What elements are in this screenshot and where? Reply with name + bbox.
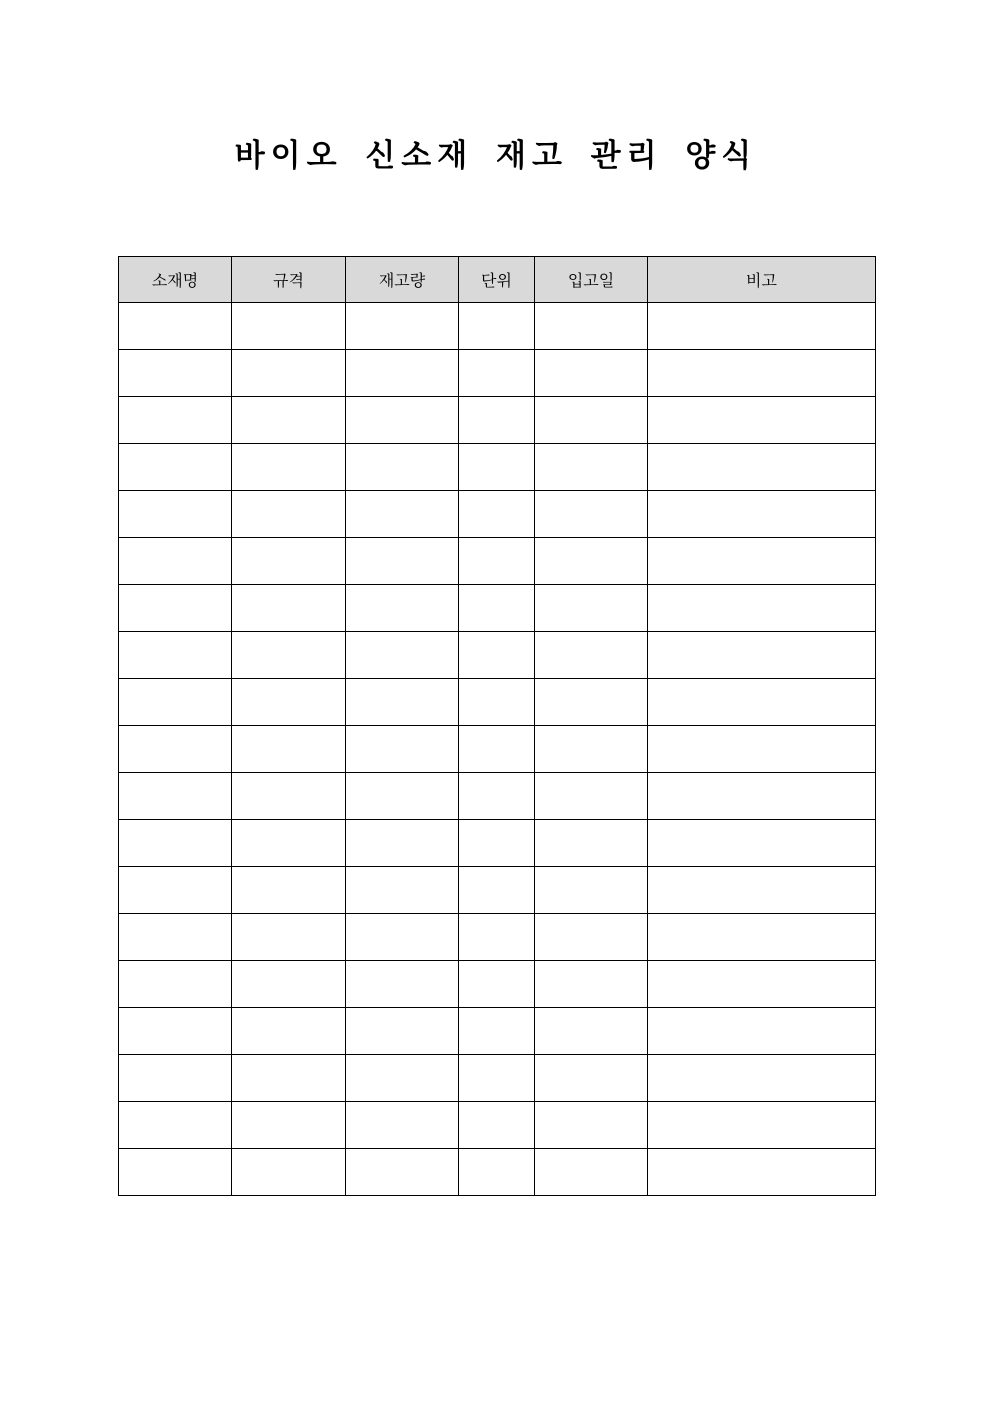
specification-cell[interactable] (232, 961, 346, 1008)
specification-cell[interactable] (232, 1008, 346, 1055)
unit-cell[interactable] (459, 1055, 535, 1102)
material-name-cell[interactable] (119, 1055, 232, 1102)
specification-cell[interactable] (232, 491, 346, 538)
stock-quantity-cell[interactable] (346, 679, 459, 726)
specification-cell[interactable] (232, 350, 346, 397)
table-row (119, 1102, 876, 1149)
specification-cell[interactable] (232, 867, 346, 914)
material-name-cell[interactable] (119, 867, 232, 914)
unit-cell[interactable] (459, 1102, 535, 1149)
column-header-stock-quantity: 재고량 (346, 257, 459, 303)
remarks-cell[interactable] (648, 726, 876, 773)
stock-quantity-cell[interactable] (346, 867, 459, 914)
specification-cell[interactable] (232, 1102, 346, 1149)
receipt-date-cell[interactable] (535, 961, 648, 1008)
unit-cell[interactable] (459, 914, 535, 961)
specification-cell[interactable] (232, 820, 346, 867)
table-row (119, 1055, 876, 1102)
stock-quantity-cell[interactable] (346, 538, 459, 585)
remarks-cell[interactable] (648, 491, 876, 538)
receipt-date-cell[interactable] (535, 585, 648, 632)
receipt-date-cell[interactable] (535, 867, 648, 914)
specification-cell[interactable] (232, 538, 346, 585)
stock-quantity-cell[interactable] (346, 444, 459, 491)
receipt-date-cell[interactable] (535, 914, 648, 961)
remarks-cell[interactable] (648, 679, 876, 726)
remarks-cell[interactable] (648, 867, 876, 914)
table-row (119, 867, 876, 914)
remarks-cell[interactable] (648, 303, 876, 350)
remarks-cell[interactable] (648, 914, 876, 961)
table-row (119, 538, 876, 585)
specification-cell[interactable] (232, 914, 346, 961)
material-name-cell[interactable] (119, 914, 232, 961)
table-row (119, 961, 876, 1008)
specification-cell[interactable] (232, 303, 346, 350)
specification-cell[interactable] (232, 773, 346, 820)
receipt-date-cell[interactable] (535, 1149, 648, 1196)
unit-cell[interactable] (459, 679, 535, 726)
table-row (119, 726, 876, 773)
material-name-cell[interactable] (119, 820, 232, 867)
stock-quantity-cell[interactable] (346, 1149, 459, 1196)
receipt-date-cell[interactable] (535, 679, 648, 726)
receipt-date-cell[interactable] (535, 303, 648, 350)
material-name-cell[interactable] (119, 726, 232, 773)
receipt-date-cell[interactable] (535, 397, 648, 444)
table-row (119, 1149, 876, 1196)
unit-cell[interactable] (459, 585, 535, 632)
table-row (119, 773, 876, 820)
unit-cell[interactable] (459, 350, 535, 397)
remarks-cell[interactable] (648, 444, 876, 491)
remarks-cell[interactable] (648, 1055, 876, 1102)
material-name-cell[interactable] (119, 303, 232, 350)
unit-cell[interactable] (459, 632, 535, 679)
receipt-date-cell[interactable] (535, 444, 648, 491)
remarks-cell[interactable] (648, 538, 876, 585)
receipt-date-cell[interactable] (535, 491, 648, 538)
unit-cell[interactable] (459, 867, 535, 914)
remarks-cell[interactable] (648, 961, 876, 1008)
table-row (119, 585, 876, 632)
table-row (119, 350, 876, 397)
table-row (119, 1008, 876, 1055)
stock-quantity-cell[interactable] (346, 303, 459, 350)
stock-quantity-cell[interactable] (346, 820, 459, 867)
specification-cell[interactable] (232, 397, 346, 444)
unit-cell[interactable] (459, 1008, 535, 1055)
stock-quantity-cell[interactable] (346, 397, 459, 444)
material-name-cell[interactable] (119, 538, 232, 585)
table-header-row (119, 257, 876, 303)
specification-cell[interactable] (232, 726, 346, 773)
stock-quantity-cell[interactable] (346, 1102, 459, 1149)
specification-cell[interactable] (232, 679, 346, 726)
stock-quantity-cell[interactable] (346, 1008, 459, 1055)
remarks-cell[interactable] (648, 397, 876, 444)
material-name-cell[interactable] (119, 350, 232, 397)
remarks-cell[interactable] (648, 1102, 876, 1149)
receipt-date-cell[interactable] (535, 632, 648, 679)
table-row (119, 820, 876, 867)
unit-cell[interactable] (459, 303, 535, 350)
table-row (119, 303, 876, 350)
column-header-material-name: 소재명 (119, 257, 232, 303)
material-name-cell[interactable] (119, 444, 232, 491)
material-name-cell[interactable] (119, 491, 232, 538)
receipt-date-cell[interactable] (535, 538, 648, 585)
receipt-date-cell[interactable] (535, 1102, 648, 1149)
material-name-cell[interactable] (119, 1149, 232, 1196)
unit-cell[interactable] (459, 773, 535, 820)
stock-quantity-cell[interactable] (346, 1055, 459, 1102)
specification-cell[interactable] (232, 1055, 346, 1102)
unit-cell[interactable] (459, 491, 535, 538)
table-body (119, 303, 876, 1196)
column-header-receipt-date: 입고일 (535, 257, 648, 303)
receipt-date-cell[interactable] (535, 1055, 648, 1102)
unit-cell[interactable] (459, 961, 535, 1008)
remarks-cell[interactable] (648, 820, 876, 867)
column-header-remarks: 비고 (648, 257, 876, 303)
stock-quantity-cell[interactable] (346, 726, 459, 773)
specification-cell[interactable] (232, 585, 346, 632)
column-header-unit: 단위 (459, 257, 535, 303)
specification-cell[interactable] (232, 1149, 346, 1196)
stock-quantity-cell[interactable] (346, 773, 459, 820)
material-name-cell[interactable] (119, 585, 232, 632)
material-name-cell[interactable] (119, 961, 232, 1008)
stock-quantity-cell[interactable] (346, 350, 459, 397)
material-name-cell[interactable] (119, 632, 232, 679)
material-name-cell[interactable] (119, 773, 232, 820)
table-row (119, 444, 876, 491)
material-name-cell[interactable] (119, 679, 232, 726)
column-header-specification: 규격 (232, 257, 346, 303)
receipt-date-cell[interactable] (535, 773, 648, 820)
unit-cell[interactable] (459, 538, 535, 585)
table-row (119, 914, 876, 961)
unit-cell[interactable] (459, 820, 535, 867)
table-row (119, 491, 876, 538)
stock-quantity-cell[interactable] (346, 914, 459, 961)
unit-cell[interactable] (459, 1149, 535, 1196)
stock-quantity-cell[interactable] (346, 585, 459, 632)
table-row (119, 397, 876, 444)
remarks-cell[interactable] (648, 632, 876, 679)
stock-quantity-cell[interactable] (346, 632, 459, 679)
unit-cell[interactable] (459, 397, 535, 444)
remarks-cell[interactable] (648, 585, 876, 632)
remarks-cell[interactable] (648, 1149, 876, 1196)
remarks-cell[interactable] (648, 350, 876, 397)
receipt-date-cell[interactable] (535, 726, 648, 773)
page-title: 바이오 신소재 재고 관리 양식 (234, 138, 758, 174)
receipt-date-cell[interactable] (535, 1008, 648, 1055)
table-row (119, 679, 876, 726)
stock-quantity-cell[interactable] (346, 961, 459, 1008)
inventory-table (118, 256, 876, 1196)
table-row (119, 632, 876, 679)
specification-cell[interactable] (232, 632, 346, 679)
receipt-date-cell[interactable] (535, 350, 648, 397)
material-name-cell[interactable] (119, 397, 232, 444)
stock-quantity-cell[interactable] (346, 491, 459, 538)
material-name-cell[interactable] (119, 1008, 232, 1055)
remarks-cell[interactable] (648, 1008, 876, 1055)
unit-cell[interactable] (459, 726, 535, 773)
unit-cell[interactable] (459, 444, 535, 491)
material-name-cell[interactable] (119, 1102, 232, 1149)
specification-cell[interactable] (232, 444, 346, 491)
remarks-cell[interactable] (648, 773, 876, 820)
receipt-date-cell[interactable] (535, 820, 648, 867)
